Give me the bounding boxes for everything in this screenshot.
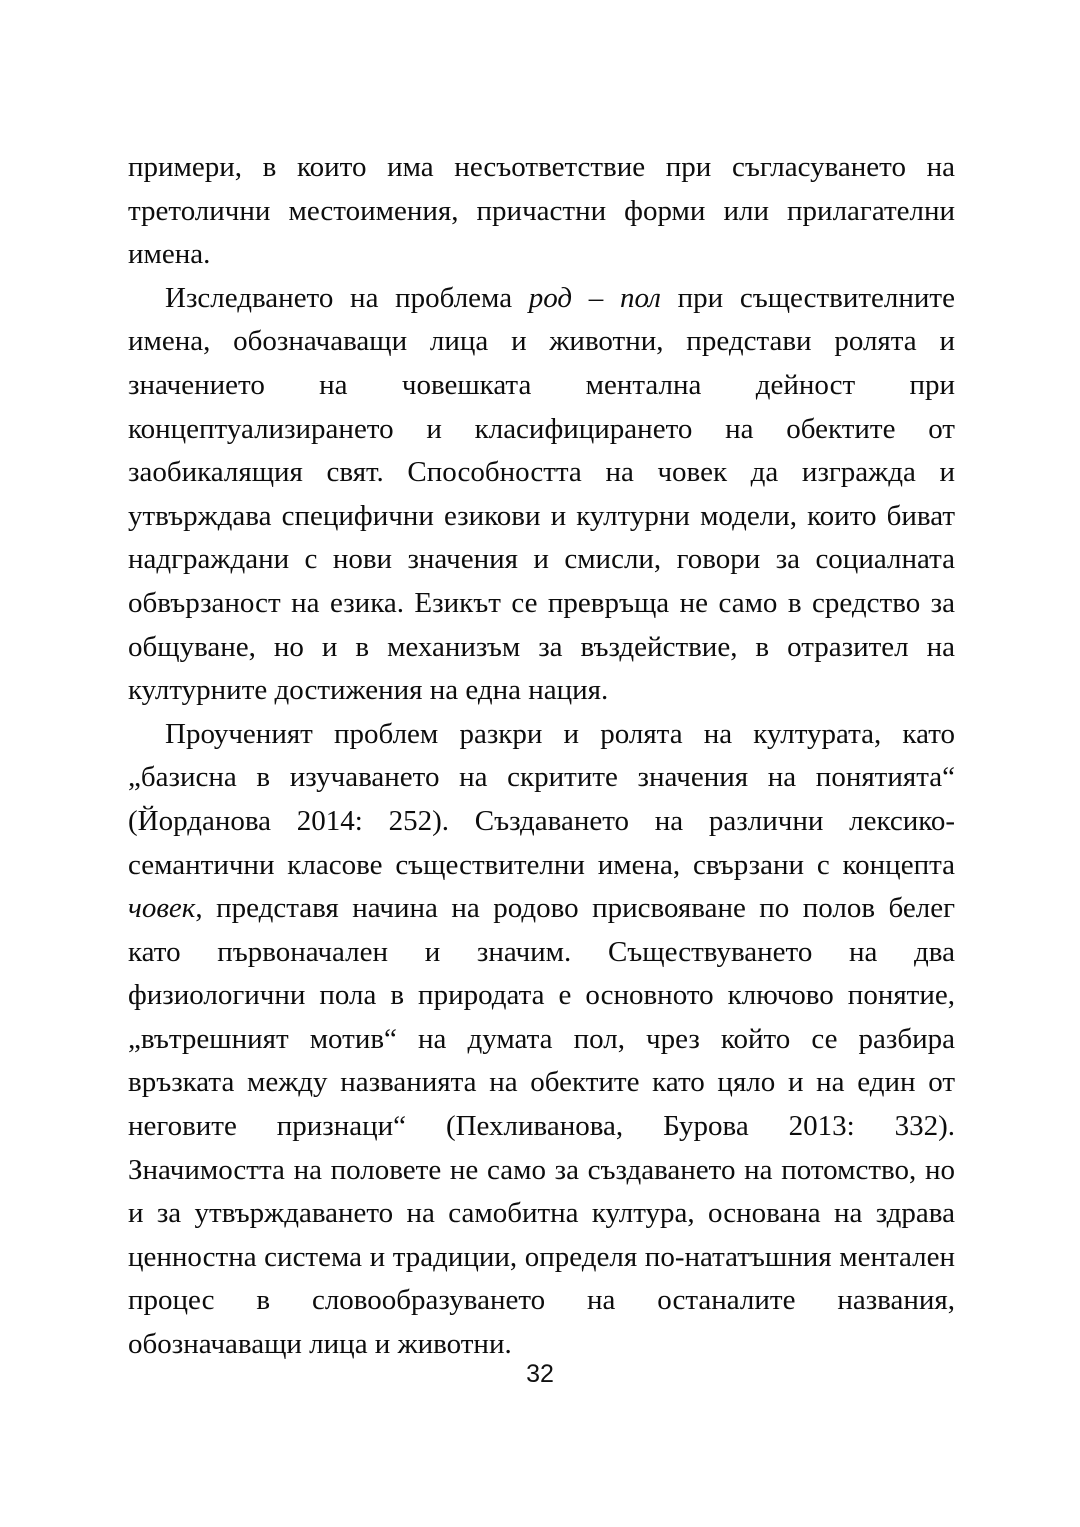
page-number: 32 xyxy=(526,1360,554,1388)
document-body xyxy=(128,146,955,1367)
italic-text-run: род – пол xyxy=(528,281,661,314)
paragraph xyxy=(128,713,955,1367)
text-run: , представя начина на родово присвояване по полов белег като първоначален и значим. Съществуването на два физиологични пола в природата е основното ключово понятие, „вътрешният мотив“ на думата пол, чрез който се разбира връзката между названията на обектите като цяло и на един от неговите признаци“ (Пехливанова, Бурова 2013: 332). Значимостта на половете не само за създаването на потомство, но и за утвърждаването на самобитна култура, основана на здрава ценностна система и традиции, определя по-нататъшния ментален процес в словообразуването на останалите названия, обозначаващи лица и животни. xyxy=(128,892,955,1361)
text-run: при съществителните имена, обозначаващи лица и животни, представи ролята и значението на човешката ментална дейност при концептуализирането и класифицирането на обектите от заобикалящия свят. Способността на човек да изгражда и утвърждава специфични езикови и културни модели, които биват надграждани с нови значения и смисли, говори за социалната обвързаност на езика. Езикът се превръща не само в средство за общуване, но и в механизъм за въздействие, в отразител на културните достижения на една нация. xyxy=(128,281,955,707)
text-run: Проученият проблем разкри и ролята на културата, като „базисна в изучаването на скритите значения на понятията“ (Йорданова 2014: 252). Създаването на различни лексико-семантични класове съществителни имена, свързани с концепта xyxy=(128,717,955,881)
paragraph xyxy=(128,146,955,277)
text-run: Изследването на проблема xyxy=(165,281,529,314)
text-run: примери, в които има несъответствие при съгласуването на третолични местоимения, причастни форми или прилагателни имена. xyxy=(128,151,955,271)
paragraph xyxy=(128,277,955,713)
italic-text-run: човек xyxy=(128,892,196,925)
